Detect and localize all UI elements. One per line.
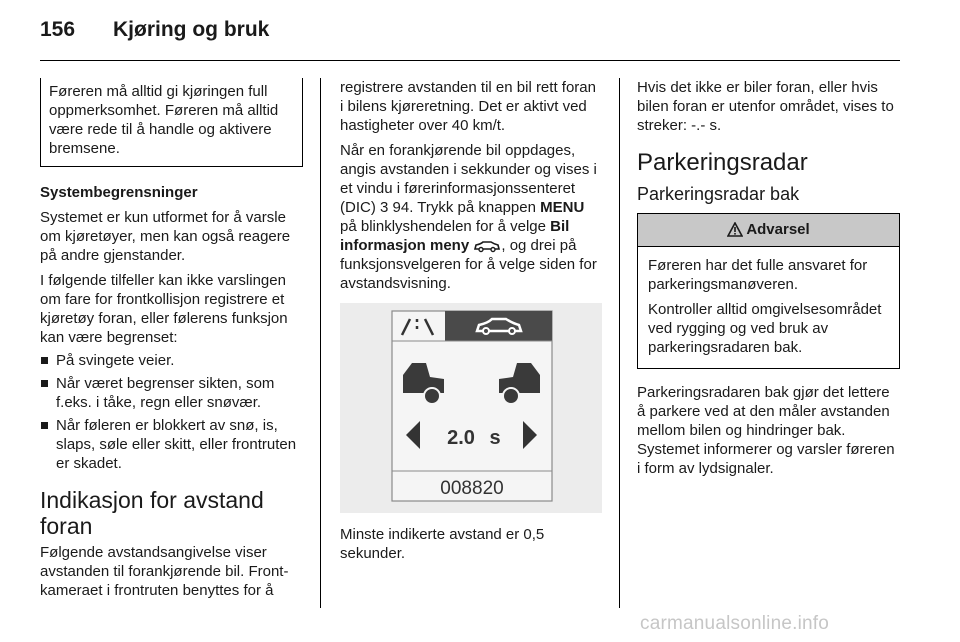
para-text: på blinklyshendelen for å velge (340, 218, 551, 235)
warning-body (638, 247, 899, 368)
para-distance-range: registrere avstanden til en bil rett foran i bilens kjøreretning. Det er aktivt ved hastigheter over 40 km/t. (340, 79, 596, 134)
section-heading-distance: Indikasjon for avstand foran (40, 487, 264, 539)
para-text: , og drei på funksjonsvelgeren for å velge siden for avstandsvisning. (340, 237, 597, 292)
watermark: carmanualsonline.info (640, 613, 830, 634)
para-text: Når en forankjørende bil oppdages, angis avstanden i sekkunder og vises i et vindu i førerinformasjonssenteret (DIC) (340, 142, 597, 216)
heading-parking-radar: Parkeringsradar (637, 149, 808, 176)
list-item (40, 416, 303, 473)
warning-text-1: Føreren har det fulle ansvaret for parkeringsmanøveren. (648, 257, 868, 293)
page-ref-icon: 3 (380, 199, 389, 216)
car-icon (473, 239, 501, 253)
figure-caption: Minste indikerte avstand er 0,5 sekunder. (340, 526, 545, 562)
page-number: 156 (40, 18, 76, 41)
heading-parking-radar-rear: Parkeringsradar bak (637, 184, 800, 204)
warning-box (637, 213, 900, 369)
system-limitations-heading: Systembegrensninger (40, 184, 198, 201)
bullet-icon (41, 422, 48, 429)
list-item (40, 351, 303, 370)
list-item-text: Når været begrenser sikten, som f.eks. i tåke, regn eller snøvær. (56, 375, 275, 411)
distance-unit: s (489, 427, 501, 449)
column-divider-1 (320, 78, 321, 608)
menu-button-label: MENU (540, 199, 585, 216)
bullet-icon (41, 380, 48, 387)
odometer-value: 008820 (440, 478, 504, 499)
warning-triangle-icon (727, 217, 743, 249)
column-1 (40, 78, 303, 606)
list-item (40, 374, 303, 412)
para-no-cars: Hvis det ikke er biler foran, eller hvis bilen foran er utenfor området, vises to streker: -.- s. (637, 79, 894, 134)
dic-display-illustration (340, 303, 602, 513)
distance-value: 2.0 (447, 427, 475, 449)
bullet-icon (41, 357, 48, 364)
warning-text-2: Kontroller alltid omgivelsesområdet ved rygging og ved bruk av parkeringsradaren bak. (648, 301, 882, 356)
para-text: 94. Trykk på knappen (388, 199, 541, 216)
limitations-intro: I følgende tilfeller kan ikke varslingen om fare for frontkollisjon registrere et kjøretøy foran, eller følerens funksjon kan være begrenset: (40, 272, 288, 346)
list-item-text: Når føleren er blokkert av snø, is, slaps, søle eller skitt, eller frontruten er skadet. (56, 417, 297, 472)
para-parking-radar: Parkeringsradaren bak gjør det lettere å parkere ved at den måler avstanden mellom bilen og hindringer bak. Systemet informerer og varsler føreren i form av lydsignaler. (637, 384, 895, 477)
page-title: Kjøring og bruk (113, 18, 270, 41)
note-box (40, 78, 303, 167)
warning-header (638, 214, 899, 247)
vehicle-info-menu-label: Bil informasjon meny (340, 218, 570, 254)
column-divider-2 (619, 78, 620, 608)
section-distance-text: Følgende avstandsangivelse viser avstanden til forankjørende bil. Frontkameraet i frontruten benyttes for å (40, 544, 289, 599)
warning-title: Advarsel (746, 221, 810, 238)
list-item-text: På svingete veier. (56, 352, 175, 369)
system-limitations-text: Systemet er kun utformet for å varsle om kjøretøyer, men kan også reagere på andre gjenstander. (40, 209, 291, 264)
distance-display-figure (340, 303, 602, 513)
para-distance-dic (340, 141, 602, 293)
column-3 (637, 78, 900, 484)
column-2 (340, 78, 602, 569)
header-rule (40, 60, 900, 61)
limitations-list (40, 351, 303, 473)
note-text: Føreren må alltid gi kjøringen full oppmerksomhet. Føreren må alltid være rede til å handle og aktivere bremsene. (49, 83, 279, 157)
